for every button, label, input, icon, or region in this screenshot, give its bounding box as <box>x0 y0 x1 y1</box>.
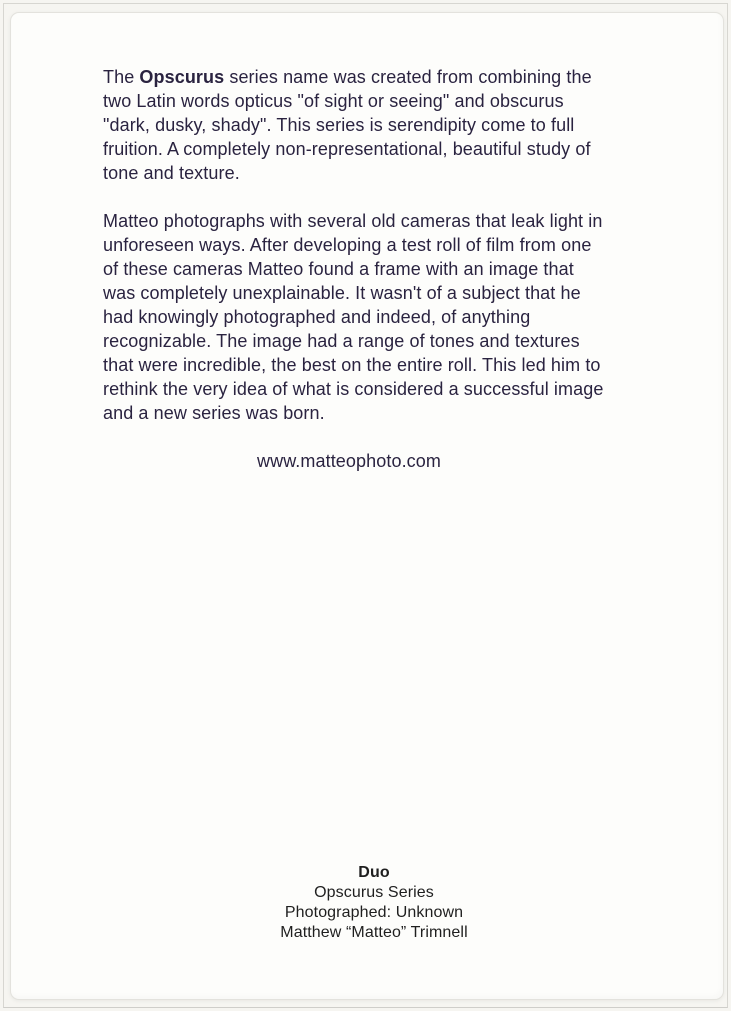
paragraph-line: recognizable. The image had a range of tones and textures <box>103 331 580 351</box>
paragraph-line: had knowingly photographed and indeed, of anything <box>103 307 531 327</box>
paragraph-line: that were incredible, the best on the entire roll. This led him to <box>103 355 601 375</box>
caption-series: Opscurus Series <box>314 884 434 901</box>
caption-title: Duo <box>358 864 390 881</box>
caption-photographed: Photographed: Unknown <box>284 904 464 921</box>
intro-paragraph <box>103 65 595 185</box>
line-text: series name was created from combining the <box>224 67 592 87</box>
paragraph-line: fruition. A completely non-representational, beautiful study of <box>103 139 591 159</box>
line-text: The <box>103 67 140 87</box>
description-text-block <box>103 65 604 473</box>
story-paragraph <box>103 209 604 425</box>
paragraph-line: was completely unexplainable. It wasn't of a subject that he <box>103 283 581 303</box>
paragraph-line: tone and texture. <box>103 163 240 183</box>
paragraph-line: rethink the very idea of what is considered a successful image <box>103 379 604 399</box>
card-back <box>10 12 724 1000</box>
photo-caption-block <box>11 863 723 943</box>
paragraph-line: of these cameras Matteo found a frame with an image that <box>103 259 574 279</box>
paragraph-line: and a new series was born. <box>103 403 325 423</box>
paragraph-line: "dark, dusky, shady". This series is serendipity come to full <box>103 115 575 135</box>
series-name-bold: Opscurus <box>139 67 225 87</box>
paragraph-line: Matteo photographs with several old cameras that leak light in <box>103 211 603 231</box>
paragraph-line <box>103 65 595 89</box>
website-url: www.matteophoto.com <box>257 451 441 471</box>
paragraph-line: two Latin words opticus "of sight or seeing" and obscurus <box>103 91 564 111</box>
caption-artist: Matthew “Matteo” Trimnell <box>280 924 468 941</box>
paragraph-line: unforeseen ways. After developing a test roll of film from one <box>103 235 592 255</box>
